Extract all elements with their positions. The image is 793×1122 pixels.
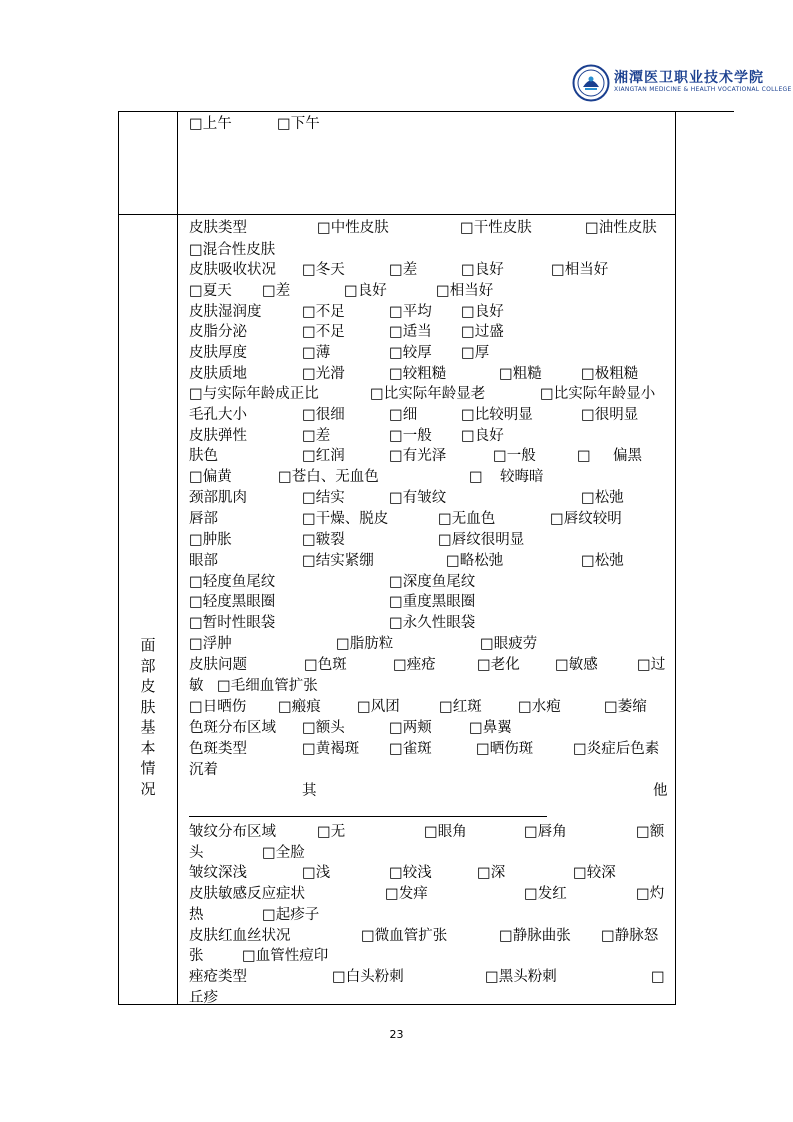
field-label: 颈部肌肉	[189, 490, 247, 506]
checkbox-option[interactable]: □	[469, 469, 483, 485]
checkbox-option[interactable]: □黑头粉刺	[485, 969, 557, 985]
checkbox-option[interactable]: □雀斑	[389, 741, 432, 757]
checkbox-option[interactable]: □发痒	[385, 886, 428, 902]
field-label: 皮脂分泌	[189, 324, 247, 340]
checkbox-option[interactable]: □瘢痕	[278, 699, 321, 715]
checkbox-option[interactable]: □略松弛	[446, 553, 504, 569]
checkbox-option[interactable]: □水疱	[518, 699, 561, 715]
field-label: 唇部	[189, 511, 218, 527]
checkbox-option[interactable]: □良好	[461, 304, 504, 320]
checkbox-option[interactable]: □微血管扩张	[361, 928, 448, 944]
field-label: 偏黑	[613, 448, 642, 464]
checkbox-option[interactable]: □差	[302, 428, 331, 444]
checkbox-option[interactable]: □额	[636, 824, 665, 840]
checkbox-option[interactable]: □混合性皮肤	[189, 242, 276, 258]
checkbox-option[interactable]: □冬天	[302, 262, 345, 278]
checkbox-option[interactable]: □差	[262, 283, 291, 299]
checkbox-option[interactable]: □全脸	[262, 845, 305, 861]
checkbox-option[interactable]: □敏感	[555, 657, 598, 673]
field-label: 他	[653, 783, 668, 799]
checkbox-option[interactable]: □松弛	[581, 553, 624, 569]
checkbox-option[interactable]: □脂肪粒	[336, 636, 394, 652]
checkbox-option[interactable]: □肿胀	[189, 532, 232, 548]
checkbox-option[interactable]: □发红	[524, 886, 567, 902]
checkbox-option[interactable]: □唇纹较明	[550, 511, 622, 527]
field-label: 热	[189, 907, 204, 923]
checkbox-option[interactable]: □唇纹很明显	[438, 532, 525, 548]
field-label: 眼部	[189, 553, 218, 569]
checkbox-option[interactable]: □红润	[302, 448, 345, 464]
checkbox-option[interactable]: □平均	[389, 304, 432, 320]
checkbox-option[interactable]: □相当好	[551, 262, 609, 278]
checkbox-option[interactable]: □过	[637, 657, 666, 673]
field-label: 皮肤质地	[189, 366, 247, 382]
checkbox-option[interactable]: □干燥、脱皮	[302, 511, 389, 527]
school-name-en: XIANGTAN MEDICINE & HEALTH VOCATIONAL COLLEGE	[614, 86, 792, 93]
school-emblem-icon	[572, 64, 610, 102]
checkbox-option[interactable]: □细	[389, 407, 418, 423]
field-label: 其	[302, 783, 317, 799]
section-label-facial-skin: 面 部 皮 肤 基 本 情 况	[140, 636, 156, 798]
checkbox-option[interactable]: □浅	[302, 865, 331, 881]
field-label: 皱纹分布区域	[189, 824, 276, 840]
checkbox-option[interactable]: □光滑	[302, 366, 345, 382]
checkbox-option[interactable]: □适当	[389, 324, 432, 340]
checkbox-option[interactable]: □毛细血管扩张	[217, 678, 318, 694]
checkbox-option[interactable]: □无血色	[438, 511, 496, 527]
field-label: 痤疮类型	[189, 969, 247, 985]
checkbox-option[interactable]: □晒伤斑	[476, 741, 534, 757]
checkbox-option[interactable]: □一般	[493, 448, 536, 464]
field-label: 皮肤弹性	[189, 428, 247, 444]
checkbox-option[interactable]: □粗糙	[499, 366, 542, 382]
checkbox-option[interactable]: □较厚	[389, 345, 432, 361]
checkbox-option[interactable]: □重度黑眼圈	[389, 594, 476, 610]
checkbox-option[interactable]: □浮肿	[189, 636, 232, 652]
checkbox-option[interactable]: □较粗糙	[389, 366, 447, 382]
field-label: 头	[189, 845, 204, 861]
checkbox-option[interactable]: □极粗糙	[581, 366, 639, 382]
checkbox-option[interactable]: □萎缩	[604, 699, 647, 715]
checkbox-option[interactable]: □皲裂	[302, 532, 345, 548]
checkbox-option[interactable]: □中性皮肤	[317, 220, 389, 236]
checkbox-option[interactable]: □与实际年龄成正比	[189, 386, 319, 402]
school-name-cn: 湘潭医卫职业技术学院	[614, 70, 764, 86]
checkbox-option[interactable]: □不足	[302, 324, 345, 340]
checkbox-option[interactable]: □有皱纹	[389, 490, 447, 506]
checkbox-option[interactable]: □风团	[357, 699, 400, 715]
checkbox-option[interactable]: □油性皮肤	[585, 220, 657, 236]
checkbox-option[interactable]: □差	[389, 262, 418, 278]
field-label: 沉着	[189, 762, 218, 778]
field-label: 皱纹深浅	[189, 865, 247, 881]
checkbox-option[interactable]: □良好	[461, 262, 504, 278]
checkbox-option[interactable]: □松弛	[581, 490, 624, 506]
field-label: 皮肤类型	[189, 220, 247, 236]
checkbox-option[interactable]: □老化	[477, 657, 520, 673]
checkbox-option[interactable]: □过盛	[461, 324, 504, 340]
checkbox-option[interactable]: □深	[477, 865, 506, 881]
checkbox-option[interactable]: □鼻翼	[469, 720, 512, 736]
field-label: 皮肤问题	[189, 657, 247, 673]
column-divider	[177, 111, 178, 1004]
checkbox-option[interactable]: □痤疮	[393, 657, 436, 673]
field-label: 皮肤敏感反应症状	[189, 886, 305, 902]
checkbox-option[interactable]: □额头	[302, 720, 345, 736]
checkbox-option[interactable]: □暂时性眼袋	[189, 615, 276, 631]
checkbox-option[interactable]: □良好	[344, 283, 387, 299]
checkbox-option[interactable]: □	[651, 969, 665, 985]
option-afternoon[interactable]: □下午	[277, 116, 320, 132]
field-label: 丘疹	[189, 990, 218, 1006]
checkbox-option[interactable]: □白头粉刺	[332, 969, 404, 985]
checkbox-option[interactable]: □较浅	[389, 865, 432, 881]
checkbox-option[interactable]: □比较明显	[461, 407, 533, 423]
other-fill-line	[189, 816, 547, 817]
checkbox-option[interactable]: □轻度黑眼圈	[189, 594, 276, 610]
checkbox-option[interactable]: □不足	[302, 304, 345, 320]
field-label: 毛孔大小	[189, 407, 247, 423]
checkbox-option[interactable]: □干性皮肤	[460, 220, 532, 236]
field-label: 敏	[189, 678, 204, 694]
checkbox-option[interactable]: □轻度鱼尾纹	[189, 574, 276, 590]
checkbox-option[interactable]: □炎症后色素	[573, 741, 660, 757]
school-logo	[572, 64, 792, 104]
checkbox-option[interactable]: □夏天	[189, 283, 232, 299]
checkbox-option[interactable]: □灼	[636, 886, 665, 902]
checkbox-option[interactable]: □结实	[302, 490, 345, 506]
field-label: 较晦暗	[500, 469, 544, 485]
checkbox-option[interactable]: □唇角	[524, 824, 567, 840]
checkbox-option[interactable]: □眼疲劳	[480, 636, 538, 652]
option-morning[interactable]: □上午	[189, 116, 232, 132]
field-label: 皮肤红血丝状况	[189, 928, 291, 944]
checkbox-option[interactable]: □永久性眼袋	[389, 615, 476, 631]
checkbox-option[interactable]: □有光泽	[389, 448, 447, 464]
checkbox-option[interactable]: □黄褐斑	[302, 741, 360, 757]
checkbox-option[interactable]: □结实紧绷	[302, 553, 374, 569]
checkbox-option[interactable]: □起疹子	[262, 907, 320, 923]
checkbox-option[interactable]: □两颊	[389, 720, 432, 736]
field-label: 色斑类型	[189, 741, 247, 757]
field-label: 肤色	[189, 448, 218, 464]
checkbox-option[interactable]: □较深	[573, 865, 616, 881]
checkbox-option[interactable]: □一般	[389, 428, 432, 444]
checkbox-option[interactable]: □很明显	[581, 407, 639, 423]
checkbox-option[interactable]: □深度鱼尾纹	[389, 574, 476, 590]
checkbox-option[interactable]: □色斑	[304, 657, 347, 673]
checkbox-option[interactable]: □日晒伤	[189, 699, 247, 715]
checkbox-option[interactable]: □比实际年龄显小	[540, 386, 656, 402]
page-number: 23	[389, 1028, 404, 1041]
checkbox-option[interactable]: □比实际年龄显老	[370, 386, 486, 402]
checkbox-option[interactable]: □血管性痘印	[242, 948, 329, 964]
field-label: 张	[189, 948, 204, 964]
field-label: 皮肤湿润度	[189, 304, 262, 320]
checkbox-option[interactable]: □静脉怒	[601, 928, 659, 944]
field-label: 色斑分布区域	[189, 720, 276, 736]
checkbox-option[interactable]: □薄	[302, 345, 331, 361]
checkbox-option[interactable]: □良好	[461, 428, 504, 444]
checkbox-option[interactable]: □眼角	[424, 824, 467, 840]
checkbox-option[interactable]: □相当好	[436, 283, 494, 299]
field-label: 皮肤厚度	[189, 345, 247, 361]
checkbox-option[interactable]: □红斑	[439, 699, 482, 715]
row-divider	[119, 214, 676, 215]
checkbox-option[interactable]: □静脉曲张	[499, 928, 571, 944]
checkbox-option[interactable]: □偏黄	[189, 469, 232, 485]
checkbox-option[interactable]: □苍白、无血色	[278, 469, 379, 485]
checkbox-option[interactable]: □	[577, 448, 591, 464]
field-label: 皮肤吸收状况	[189, 262, 276, 278]
checkbox-option[interactable]: □无	[317, 824, 346, 840]
checkbox-option[interactable]: □很细	[302, 407, 345, 423]
checkbox-option[interactable]: □厚	[461, 345, 490, 361]
